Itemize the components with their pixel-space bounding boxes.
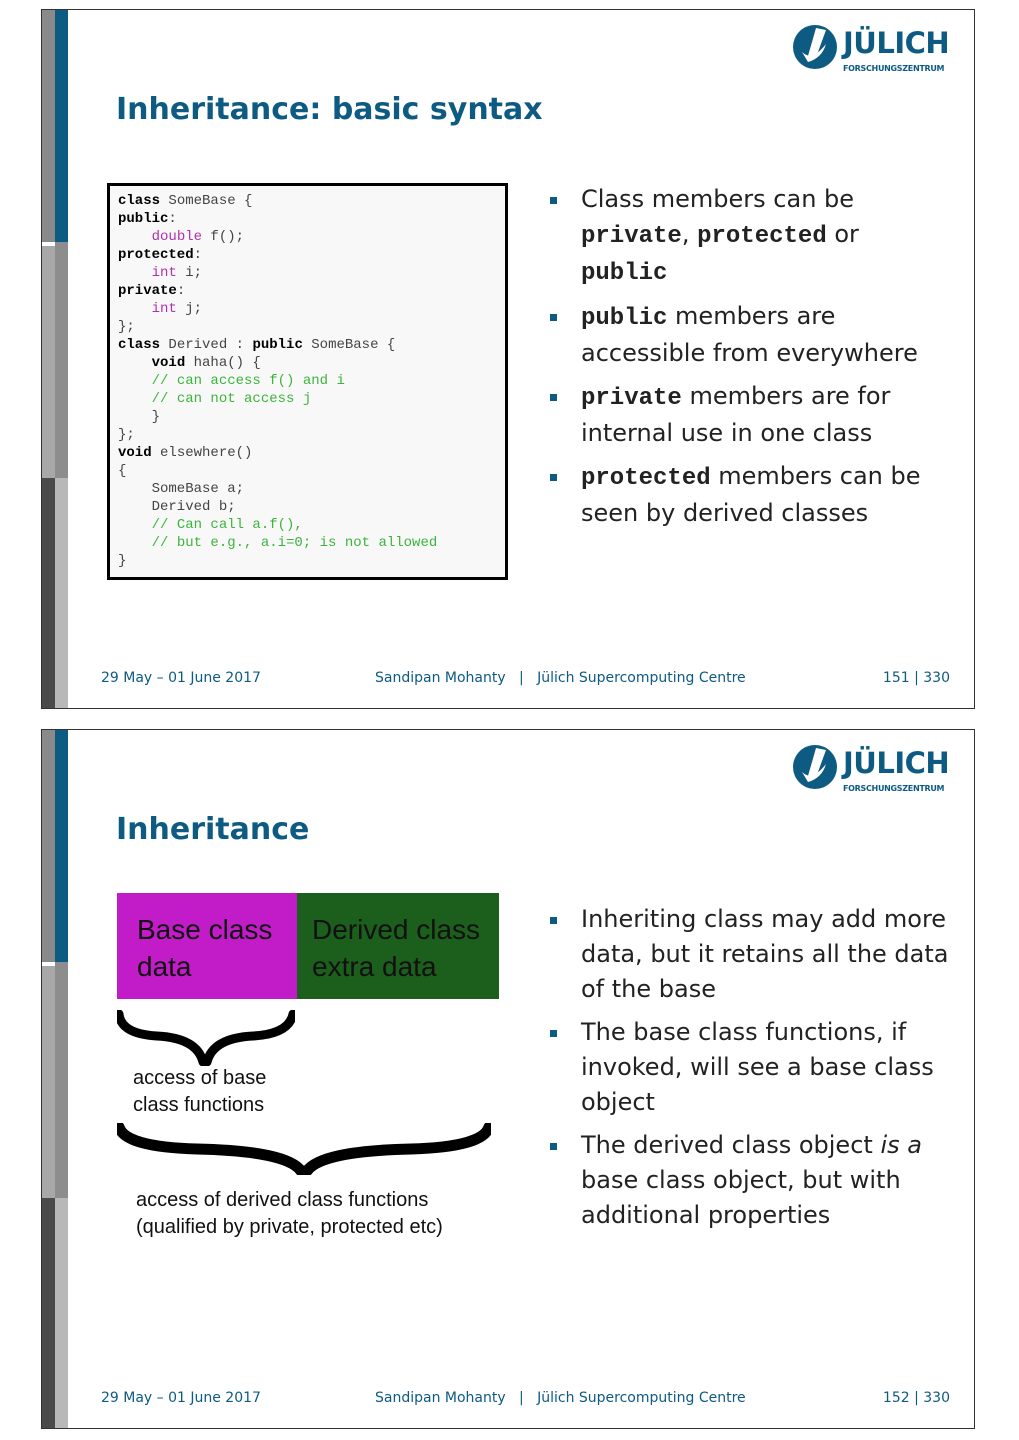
bullet-item: public members are accessible from everywhere xyxy=(547,299,957,371)
bullet-list xyxy=(547,902,957,1241)
base-class-data-box: Base class data xyxy=(117,893,297,999)
footer-author-org: Sandipan Mohanty | Jülich Supercomputing Centre xyxy=(375,670,746,686)
derived-brace-label: access of derived class functions (qualified by private, protected etc) xyxy=(136,1189,443,1238)
decorative-side-bar xyxy=(42,10,68,709)
logo-subtitle: FORSCHUNGSZENTRUM xyxy=(843,64,945,73)
slide-151 xyxy=(41,9,975,709)
julich-logo xyxy=(792,22,952,76)
logo-wordmark: JÜLICH xyxy=(843,746,950,780)
bullet-item: Inheriting class may add more data, but it retains all the data of the base xyxy=(547,902,957,1007)
base-brace-icon xyxy=(117,1010,295,1066)
footer-author-org: Sandipan Mohanty | Jülich Supercomputing Centre xyxy=(375,1390,746,1406)
bullet-item: Class members can be private, protected or public xyxy=(547,182,957,291)
code-listing: class SomeBase { public: double f(); protected: int i; private: int j; }; class Derived : public SomeBase { void haha() { // can access f() and i // can not access j } }; void elsewhere() { SomeBase a; Derived b; // Can call a.f(), // but e.g., a.i=0; is not allowed } xyxy=(107,183,508,580)
julich-logo xyxy=(792,742,952,796)
footer-date: 29 May – 01 June 2017 xyxy=(101,1390,261,1406)
bullet-item: protected members can be seen by derived classes xyxy=(547,459,957,531)
bullet-list xyxy=(547,182,957,539)
derived-class-data-box: Derived class extra data xyxy=(297,893,499,999)
footer-page-number: 152 | 330 xyxy=(882,1390,950,1406)
code-keyword: class xyxy=(118,193,161,209)
slide-152 xyxy=(41,729,975,1429)
bullet-item: The derived class object is a base class object, but with additional properties xyxy=(547,1128,957,1233)
slide-title: Inheritance: basic syntax xyxy=(116,92,543,127)
bullet-item: The base class functions, if invoked, will see a base class object xyxy=(547,1015,957,1120)
footer-page-number: 151 | 330 xyxy=(882,670,950,686)
logo-subtitle: FORSCHUNGSZENTRUM xyxy=(843,784,945,793)
logo-wordmark: JÜLICH xyxy=(843,26,950,60)
base-brace-label: access of base class functions xyxy=(133,1067,267,1116)
footer-date: 29 May – 01 June 2017 xyxy=(101,670,261,686)
derived-brace-icon xyxy=(117,1123,491,1175)
decorative-side-bar xyxy=(42,730,68,1429)
slide-title: Inheritance xyxy=(116,812,310,847)
bullet-item: private members are for internal use in one class xyxy=(547,379,957,451)
